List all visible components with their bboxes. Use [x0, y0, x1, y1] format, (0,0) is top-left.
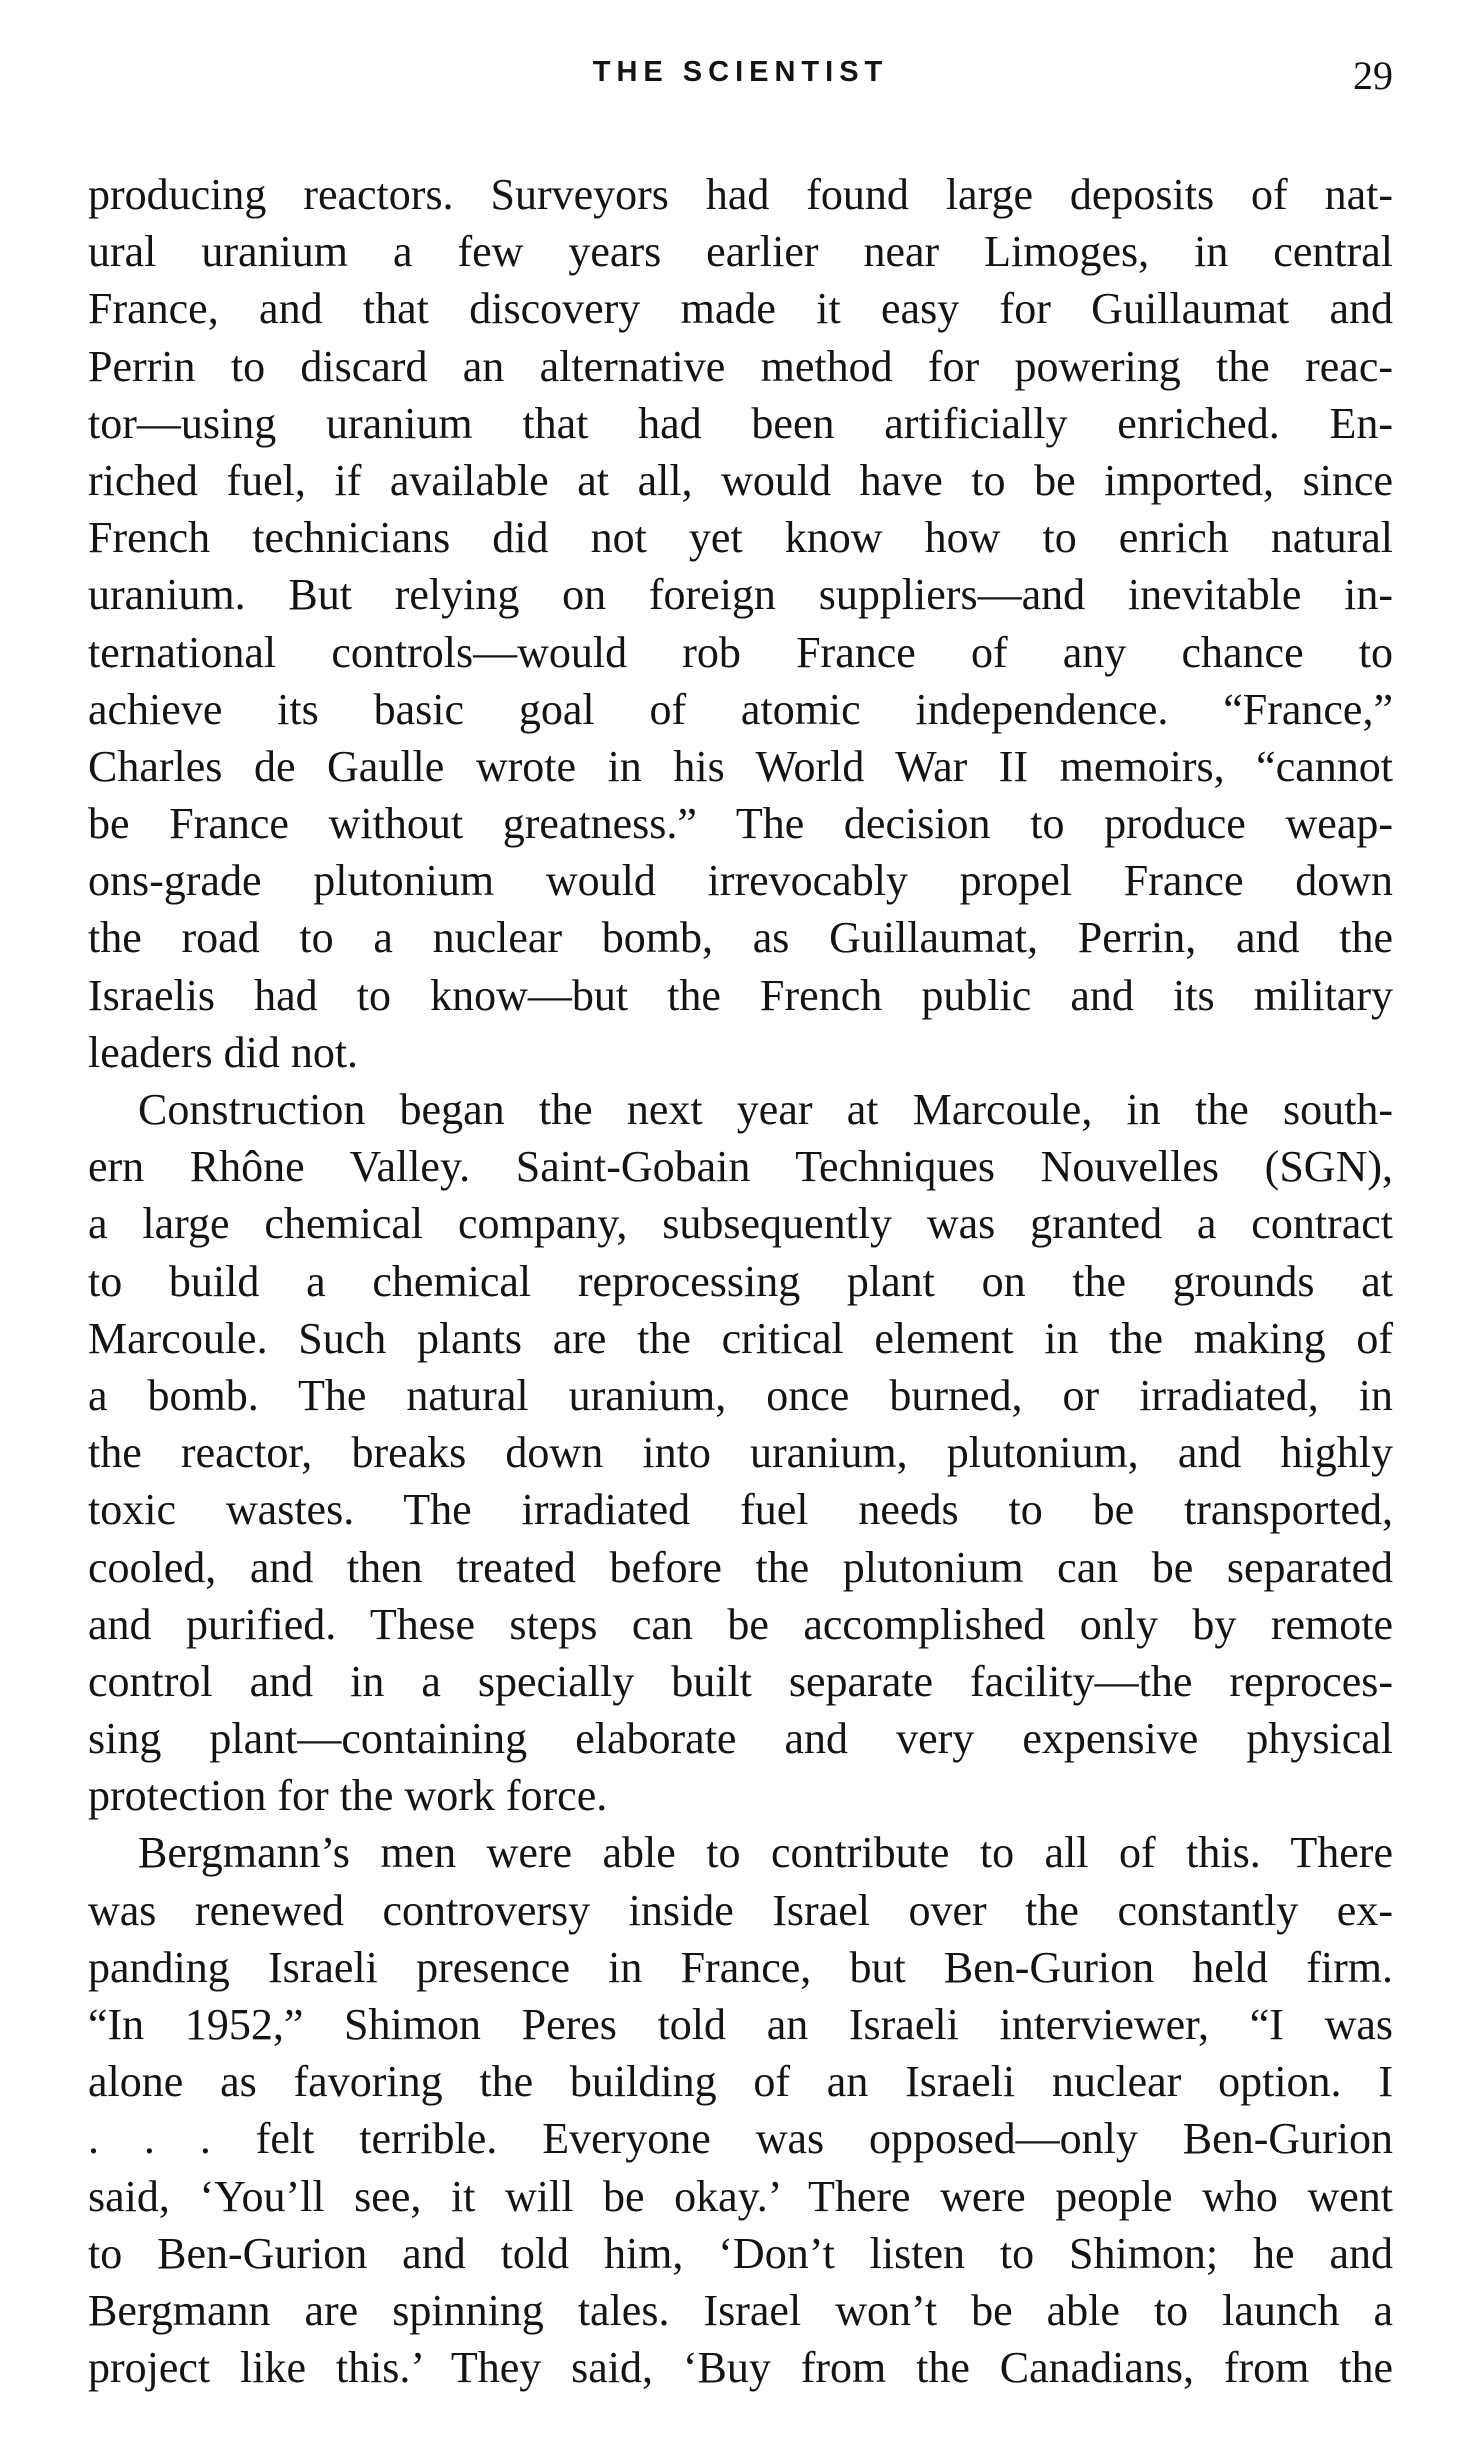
- text-line: tor—using uranium that had been artificially enriched. En-: [88, 398, 1393, 448]
- text-line: ons-grade plutonium would irrevocably propel France down: [88, 856, 1393, 906]
- text-line: Perrin to discard an alternative method for powering the reac-: [88, 341, 1393, 391]
- text-line: “In 1952,” Shimon Peres told an Israeli interviewer, “I was: [88, 2000, 1393, 2049]
- text-line: the reactor, breaks down into uranium, plutonium, and highly: [88, 1428, 1393, 1478]
- text-line: control and in a specially built separate facility—the reproces-: [88, 1656, 1393, 1706]
- text-line: cooled, and then treated before the plutonium can be separated: [88, 1542, 1393, 1592]
- paragraph: [88, 166, 1393, 1081]
- page-number: 29: [1353, 53, 1393, 98]
- paragraph: [88, 1081, 1393, 1824]
- text-line: alone as favoring the building of an Israeli nuclear option. I: [88, 2057, 1393, 2107]
- text-line: French technicians did not yet know how to enrich natural: [88, 513, 1393, 563]
- text-line: Israelis had to know—but the French public and its military: [88, 970, 1393, 1020]
- text-line: achieve its basic goal of atomic independence. “France,”: [88, 684, 1393, 734]
- paragraph: [88, 1824, 1393, 2396]
- text-line: toxic wastes. The irradiated fuel needs to be transported,: [88, 1485, 1393, 1535]
- text-line: Bergmann’s men were able to contribute to all of this. There: [138, 1828, 1393, 1878]
- text-line: producing reactors. Surveyors had found large deposits of nat-: [88, 170, 1393, 219]
- text-line: leaders did not.: [88, 1027, 359, 1077]
- body-text: [88, 166, 1393, 2396]
- text-line: a bomb. The natural uranium, once burned, or irradiated, in: [88, 1370, 1393, 1420]
- text-line: Marcoule. Such plants are the critical element in the making of: [88, 1313, 1393, 1363]
- text-line: project like this.’ They said, ‘Buy from the Canadians, from the: [88, 2343, 1393, 2393]
- text-line: panding Israeli presence in France, but Ben-Gurion held firm.: [88, 1942, 1393, 1992]
- text-line: Bergmann are spinning tales. Israel won’t be able to launch a: [88, 2285, 1393, 2335]
- text-line: France, and that discovery made it easy for Guillaumat and: [88, 284, 1393, 334]
- text-line: riched fuel, if available at all, would have to be imported, since: [88, 455, 1393, 505]
- text-line: to build a chemical reprocessing plant on the grounds at: [88, 1256, 1393, 1306]
- text-line: was renewed controversy inside Israel over the constantly ex-: [88, 1885, 1393, 1935]
- text-line: to Ben-Gurion and told him, ‘Don’t listen to Shimon; he and: [88, 2228, 1393, 2278]
- text-line: ternational controls—would rob France of any chance to: [88, 627, 1393, 677]
- text-line: a large chemical company, subsequently was granted a contract: [88, 1199, 1393, 1249]
- text-line: and purified. These steps can be accomplished only by remote: [88, 1599, 1393, 1649]
- text-line: uranium. But relying on foreign suppliers—and inevitable in-: [88, 570, 1393, 620]
- running-head: [88, 52, 1393, 112]
- text-line: Construction began the next year at Marcoule, in the south-: [138, 1085, 1393, 1134]
- running-title: THE SCIENTIST: [592, 56, 889, 88]
- text-line: protection for the work force.: [88, 1771, 608, 1821]
- text-line: ern Rhône Valley. Saint-Gobain Techniques Nouvelles (SGN),: [88, 1142, 1393, 1192]
- text-line: be France without greatness.” The decision to produce weap-: [88, 799, 1393, 849]
- text-line: ural uranium a few years earlier near Limoges, in central: [88, 227, 1393, 277]
- text-line: the road to a nuclear bomb, as Guillaumat, Perrin, and the: [88, 913, 1393, 963]
- text-line: sing plant—containing elaborate and very expensive physical: [88, 1714, 1393, 1764]
- text-line: . . . felt terrible. Everyone was opposed—only Ben-Gurion: [88, 2114, 1393, 2164]
- text-line: Charles de Gaulle wrote in his World War II memoirs, “cannot: [88, 741, 1393, 791]
- text-line: said, ‘You’ll see, it will be okay.’ There were people who went: [88, 2171, 1393, 2221]
